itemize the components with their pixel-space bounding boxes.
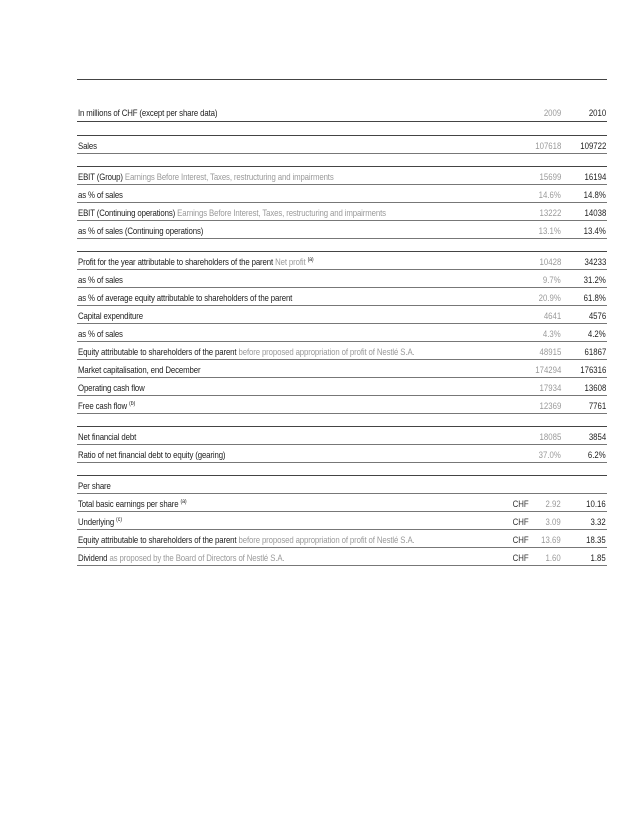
row-label-cell <box>78 172 334 182</box>
top-rule <box>77 79 607 80</box>
table-row <box>77 270 607 288</box>
value-2009: 13222 <box>539 208 561 218</box>
value-2010: 13.4% <box>583 226 606 236</box>
row-label-cell <box>78 365 200 375</box>
row-note: before proposed appropriation of profit of Nestlé S.A. <box>238 347 415 357</box>
table-row <box>77 135 607 154</box>
value-2010: 13608 <box>584 383 606 393</box>
value-2009: 18085 <box>539 432 561 442</box>
row-label-cell <box>78 450 225 460</box>
value-2010: 3854 <box>588 432 606 442</box>
row-label-cell <box>78 208 386 218</box>
row-note: before proposed appropriation of profit of Nestlé S.A. <box>238 535 415 545</box>
value-2010: 3.32 <box>590 517 606 527</box>
row-label-cell <box>78 432 136 442</box>
row-label-cell <box>78 275 123 285</box>
currency-label: CHF <box>512 499 529 509</box>
currency-label: CHF <box>512 517 529 527</box>
column-header-2009: 2009 <box>543 108 561 118</box>
value-2009: 15699 <box>539 172 561 182</box>
table-row <box>77 251 607 270</box>
table-row <box>77 324 607 342</box>
table-row <box>77 221 607 239</box>
units-label: In millions of CHF (except per share data) <box>78 108 218 118</box>
table-row <box>77 306 607 324</box>
row-label: as % of sales <box>78 275 123 285</box>
row-label: Profit for the year attributable to shareholders of the parent <box>78 257 274 267</box>
column-header-2010: 2010 <box>588 108 606 118</box>
value-2009: 13.1% <box>538 226 561 236</box>
table-row <box>77 396 607 414</box>
row-label: Underlying <box>78 517 115 527</box>
row-label-cell <box>78 311 143 321</box>
value-2010: 4.2% <box>588 329 606 339</box>
row-label: EBIT (Group) <box>78 172 123 182</box>
row-label: Operating cash flow <box>78 383 145 393</box>
row-label-cell <box>78 517 122 527</box>
row-label-cell <box>78 141 97 151</box>
table-row <box>77 342 607 360</box>
value-2010: 7761 <box>588 401 606 411</box>
value-2009: 4.3% <box>543 329 561 339</box>
value-2009: 3.09 <box>545 517 561 527</box>
row-label: Equity attributable to shareholders of the parent <box>78 347 237 357</box>
row-label-cell <box>78 499 186 509</box>
row-label: Free cash flow <box>78 401 128 411</box>
currency-label: CHF <box>512 553 529 563</box>
table-row <box>77 512 607 530</box>
currency-label: CHF <box>512 535 529 545</box>
table-row <box>77 185 607 203</box>
value-2009: 2.92 <box>545 499 561 509</box>
table-row <box>77 445 607 463</box>
value-2010: 14038 <box>584 208 606 218</box>
row-label: as % of sales (Continuing operations) <box>78 226 204 236</box>
row-label: Sales <box>78 141 97 151</box>
value-2010: 4576 <box>588 311 606 321</box>
table-body <box>77 122 607 566</box>
value-2010: 61867 <box>584 347 606 357</box>
row-note: as proposed by the Board of Directors of Nestlé S.A. <box>109 553 285 563</box>
value-2010: 18.35 <box>586 535 606 545</box>
section-gap <box>77 239 607 251</box>
table-header <box>77 93 607 122</box>
value-2010: 6.2% <box>588 450 606 460</box>
key-figures-table <box>77 79 607 566</box>
row-label: Net financial debt <box>78 432 137 442</box>
section-gap <box>77 414 607 426</box>
row-label: EBIT (Continuing operations) <box>78 208 176 218</box>
row-label: Ratio of net financial debt to equity (gearing) <box>78 450 226 460</box>
row-label-cell <box>78 293 292 303</box>
footnote-marker: (b) <box>129 401 136 407</box>
table-row <box>77 475 607 494</box>
section-gap <box>77 463 607 475</box>
row-label: Total basic earnings per share <box>78 499 179 509</box>
value-2009: 107618 <box>534 141 561 151</box>
row-label: as % of sales <box>78 329 123 339</box>
value-2009: 4641 <box>543 311 561 321</box>
row-label-cell <box>78 329 123 339</box>
value-2009: 37.0% <box>538 450 561 460</box>
row-label-cell <box>78 190 123 200</box>
value-2010: 61.8% <box>583 293 606 303</box>
row-label-cell <box>78 383 145 393</box>
section-gap <box>77 154 607 166</box>
value-2010: 34233 <box>584 257 606 267</box>
row-note: Earnings Before Interest, Taxes, restructuring and impairments <box>177 208 386 218</box>
value-2010: 109722 <box>579 141 606 151</box>
table-row <box>77 494 607 512</box>
row-label: Market capitalisation, end December <box>78 365 201 375</box>
value-2009: 14.6% <box>538 190 561 200</box>
table-row <box>77 548 607 566</box>
value-2010: 14.8% <box>583 190 606 200</box>
table-row <box>77 360 607 378</box>
row-label-cell <box>78 553 284 563</box>
row-label-cell <box>78 226 203 236</box>
row-note: Net profit <box>275 257 306 267</box>
footnote-marker: (a) <box>307 257 314 263</box>
value-2010: 1.85 <box>590 553 606 563</box>
value-2009: 48915 <box>539 347 561 357</box>
row-label: Per share <box>78 481 111 491</box>
value-2009: 1.60 <box>545 553 561 563</box>
value-2009: 174294 <box>534 365 561 375</box>
value-2010: 31.2% <box>583 275 606 285</box>
table-row <box>77 378 607 396</box>
value-2009: 20.9% <box>538 293 561 303</box>
row-note: Earnings Before Interest, Taxes, restructuring and impairments <box>124 172 334 182</box>
row-label: Dividend <box>78 553 108 563</box>
row-label: as % of sales <box>78 190 123 200</box>
value-2009: 13.69 <box>541 535 561 545</box>
table-row <box>77 288 607 306</box>
row-label: Capital expenditure <box>78 311 143 321</box>
value-2010: 176316 <box>579 365 606 375</box>
row-label: Equity attributable to shareholders of the parent <box>78 535 237 545</box>
footnote-marker: (c) <box>116 517 122 523</box>
table-row <box>77 530 607 548</box>
section-gap <box>77 122 607 135</box>
row-label-cell <box>78 481 111 491</box>
row-label-cell <box>78 401 135 411</box>
row-label-cell <box>78 257 314 267</box>
row-label: as % of average equity attributable to shareholders of the parent <box>78 293 293 303</box>
table-row <box>77 203 607 221</box>
row-label-cell <box>78 347 415 357</box>
table-row <box>77 166 607 185</box>
value-2009: 10428 <box>539 257 561 267</box>
table-row <box>77 426 607 445</box>
value-2009: 17934 <box>539 383 561 393</box>
value-2010: 16194 <box>584 172 606 182</box>
footnote-marker: (a) <box>180 499 187 505</box>
row-label-cell <box>78 535 415 545</box>
value-2010: 10.16 <box>586 499 606 509</box>
value-2009: 9.7% <box>543 275 561 285</box>
value-2009: 12369 <box>539 401 561 411</box>
